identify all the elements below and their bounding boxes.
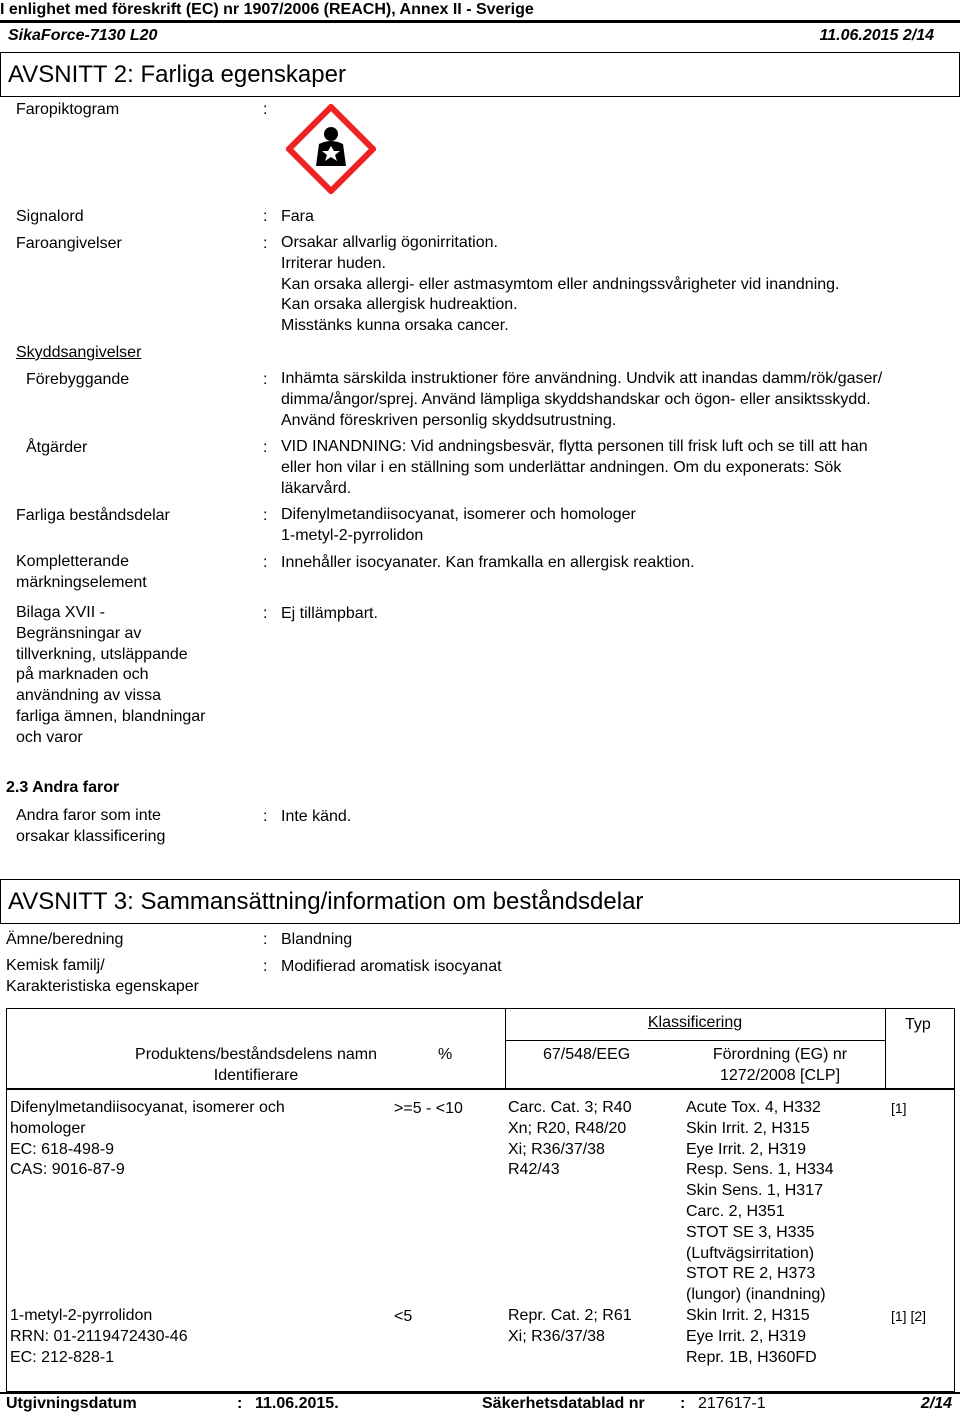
name-header-line: Identifierare bbox=[213, 1067, 299, 1084]
ingredients-list bbox=[281, 505, 636, 547]
colon: : bbox=[263, 101, 268, 118]
table-header-divider bbox=[6, 1088, 954, 1090]
annex-label-line: och varor bbox=[16, 728, 83, 746]
annex-value: Ej tillämpbart. bbox=[281, 605, 378, 622]
component-eeg bbox=[508, 1098, 632, 1181]
colon: : bbox=[263, 507, 268, 524]
header-date-page: 11.06.2015 2/14 bbox=[819, 27, 934, 44]
name-line: homologer bbox=[10, 1119, 86, 1137]
hazard-line: Irriterar huden. bbox=[281, 254, 386, 272]
header-divider bbox=[0, 20, 960, 23]
family-label bbox=[6, 956, 199, 998]
clp-line: Resp. Sens. 1, H334 bbox=[686, 1161, 834, 1179]
health-hazard-icon bbox=[286, 104, 376, 194]
annex-label-line: tillverkning, utsläppande bbox=[16, 645, 188, 663]
product-name: SikaForce-7130 L20 bbox=[8, 27, 158, 44]
eeg-line: Xi; R36/37/38 bbox=[508, 1140, 605, 1158]
section3-title: AVSNITT 3: Sammansättning/information om beståndsdelar bbox=[8, 888, 644, 915]
clp-line: Repr. 1B, H360FD bbox=[686, 1348, 817, 1366]
clp-line: STOT SE 3, H335 bbox=[686, 1223, 815, 1241]
eeg-line: Xi; R36/37/38 bbox=[508, 1327, 605, 1345]
other-label-line: Andra faror som inte bbox=[16, 807, 161, 824]
colon: : bbox=[680, 1395, 686, 1412]
hazard-line: Orsakar allvarlig ögonirritation. bbox=[281, 234, 498, 251]
name-line: Difenylmetandiisocyanat, isomerer och bbox=[10, 1099, 285, 1116]
section2-divider bbox=[0, 96, 960, 97]
hazard-line: Kan orsaka allergisk hudreaktion. bbox=[281, 296, 518, 314]
name-header bbox=[6, 1044, 506, 1086]
precaution-label: Skyddsangivelser bbox=[16, 344, 142, 361]
table-right-border bbox=[954, 1008, 955, 1392]
colon: : bbox=[263, 208, 268, 225]
ingredient-line: 1-metyl-2-pyrrolidon bbox=[281, 526, 424, 544]
classification-divider bbox=[505, 1040, 885, 1041]
clp-header-line: Förordning (EG) nr bbox=[712, 1046, 848, 1063]
response-label: Åtgärder bbox=[26, 439, 88, 456]
name-line: EC: 212-828-1 bbox=[10, 1348, 115, 1366]
eeg-line: Carc. Cat. 3; R40 bbox=[508, 1099, 632, 1116]
percent-header: % bbox=[438, 1046, 453, 1063]
prevention-line: Inhämta särskilda instruktioner före användning. Undvik att inandas damm/rök/gaser/ bbox=[281, 370, 883, 387]
clp-line: (Luftvägsirritation) bbox=[686, 1244, 815, 1262]
section2-title: AVSNITT 2: Farliga egenskaper bbox=[8, 61, 346, 88]
annex-label-line: på marknaden och bbox=[16, 666, 149, 684]
clp-line: Skin Irrit. 2, H315 bbox=[686, 1307, 810, 1324]
colon: : bbox=[263, 958, 268, 975]
clp-line: Skin Sens. 1, H317 bbox=[686, 1182, 823, 1200]
clp-header-line: 1272/2008 [CLP] bbox=[719, 1067, 841, 1084]
colon: : bbox=[263, 605, 268, 622]
ingredient-line: Difenylmetandiisocyanat, isomerer och homologer bbox=[281, 506, 636, 523]
signal-value: Fara bbox=[281, 208, 314, 225]
supplemental-label-line: märkningselement bbox=[16, 573, 147, 591]
colon: : bbox=[263, 235, 268, 252]
component-eeg bbox=[508, 1306, 632, 1348]
signal-label: Signalord bbox=[16, 208, 84, 225]
component-percent: >=5 - <10 bbox=[394, 1100, 463, 1117]
hazard-statements bbox=[281, 233, 840, 337]
type-header: Typ bbox=[905, 1016, 931, 1033]
col-divider bbox=[885, 1008, 886, 1088]
annex-label-line: användning av vissa bbox=[16, 687, 161, 705]
hazard-line: Misstänks kunna orsaka cancer. bbox=[281, 317, 509, 335]
prevention-statements bbox=[281, 369, 882, 431]
component-clp bbox=[686, 1306, 817, 1368]
substance-label: Ämne/beredning bbox=[6, 931, 124, 948]
clp-line: (lungor) (inandning) bbox=[686, 1286, 826, 1304]
supplemental-label bbox=[16, 552, 147, 594]
colon: : bbox=[263, 931, 268, 948]
eeg-line: Xn; R20, R48/20 bbox=[508, 1119, 627, 1137]
response-line: VID INANDNING: Vid andningsbesvär, flytta personen till frisk luft och se till att han bbox=[281, 438, 868, 455]
other-hazards-label bbox=[16, 806, 165, 848]
prevention-label: Förebyggande bbox=[26, 371, 130, 388]
clp-header bbox=[690, 1044, 870, 1086]
response-statements bbox=[281, 437, 868, 499]
eeg-header: 67/548/EEG bbox=[543, 1046, 631, 1063]
issue-date-label: Utgivningsdatum bbox=[6, 1395, 137, 1412]
component-name bbox=[10, 1098, 285, 1181]
footer-divider bbox=[0, 1392, 960, 1394]
clp-line: Eye Irrit. 2, H319 bbox=[686, 1327, 807, 1345]
annex-label bbox=[16, 603, 205, 749]
component-percent: <5 bbox=[394, 1308, 413, 1325]
issue-date-value: 11.06.2015. bbox=[255, 1395, 339, 1412]
eeg-line: R42/43 bbox=[508, 1161, 560, 1179]
clp-line: Acute Tox. 4, H332 bbox=[686, 1099, 821, 1116]
table-top-border bbox=[6, 1008, 954, 1009]
colon: : bbox=[263, 554, 268, 571]
hazard-line: Kan orsaka allergi- eller astmasymtom eller andningssvårigheter vid inandning. bbox=[281, 275, 840, 293]
other-hazards-value: Inte känd. bbox=[281, 808, 352, 825]
eeg-line: Repr. Cat. 2; R61 bbox=[508, 1307, 632, 1324]
pictogram-label: Faropiktogram bbox=[16, 101, 120, 118]
component-type: [1] [2] bbox=[891, 1308, 927, 1324]
prevention-line: Använd föreskriven personlig skyddsutrustning. bbox=[281, 411, 617, 429]
clp-line: Eye Irrit. 2, H319 bbox=[686, 1140, 807, 1158]
component-type: [1] bbox=[891, 1100, 907, 1116]
supplemental-value: Innehåller isocyanater. Kan framkalla en allergisk reaktion. bbox=[281, 554, 695, 571]
hazard-label: Faroangivelser bbox=[16, 235, 122, 252]
name-header-line: Produktens/beståndsdelens namn bbox=[135, 1046, 377, 1063]
classification-header: Klassificering bbox=[647, 1014, 743, 1031]
colon: : bbox=[263, 439, 268, 456]
clp-line: Carc. 2, H351 bbox=[686, 1202, 785, 1220]
other-label-line: orsakar klassificering bbox=[16, 827, 166, 845]
family-label-line: Karakteristiska egenskaper bbox=[6, 977, 199, 995]
sds-number-label: Säkerhetsdatablad nr bbox=[482, 1395, 645, 1412]
annex-label-line: Begränsningar av bbox=[16, 624, 142, 642]
colon: : bbox=[237, 1395, 243, 1412]
section3-divider bbox=[0, 923, 960, 924]
clp-line: STOT RE 2, H373 bbox=[686, 1265, 816, 1283]
substance-value: Blandning bbox=[281, 931, 353, 948]
family-label-line: Kemisk familj/ bbox=[6, 957, 105, 974]
other-hazards-title: 2.3 Andra faror bbox=[6, 779, 120, 796]
response-line: läkarvård. bbox=[281, 479, 352, 497]
supplemental-label-line: Kompletterande bbox=[16, 553, 129, 570]
sds-number-value: 217617-1 bbox=[698, 1395, 766, 1412]
annex-label-line: Bilaga XVII - bbox=[16, 604, 105, 621]
name-line: 1-metyl-2-pyrrolidon bbox=[10, 1307, 153, 1324]
colon: : bbox=[263, 808, 268, 825]
regulation-header: I enlighet med föreskrift (EC) nr 1907/2006 (REACH), Annex II - Sverige bbox=[0, 1, 534, 18]
clp-line: Skin Irrit. 2, H315 bbox=[686, 1119, 810, 1137]
prevention-line: dimma/ångor/sprej. Använd lämpliga skyddshandskar och ögon- eller ansiktsskydd. bbox=[281, 390, 871, 408]
colon: : bbox=[263, 371, 268, 388]
component-name bbox=[10, 1306, 188, 1368]
name-line: EC: 618-498-9 bbox=[10, 1140, 115, 1158]
name-line: RRN: 01-2119472430-46 bbox=[10, 1327, 188, 1345]
name-line: CAS: 9016-87-9 bbox=[10, 1161, 125, 1179]
annex-label-line: farliga ämnen, blandningar bbox=[16, 707, 206, 725]
component-clp bbox=[686, 1098, 834, 1306]
page-number: 2/14 bbox=[920, 1395, 952, 1412]
family-value: Modifierad aromatisk isocyanat bbox=[281, 958, 502, 975]
response-line: eller hon vilar i en ställning som underlättar andningen. Om du exponerats: Sök bbox=[281, 458, 842, 476]
ingredients-label: Farliga beståndsdelar bbox=[16, 507, 170, 524]
